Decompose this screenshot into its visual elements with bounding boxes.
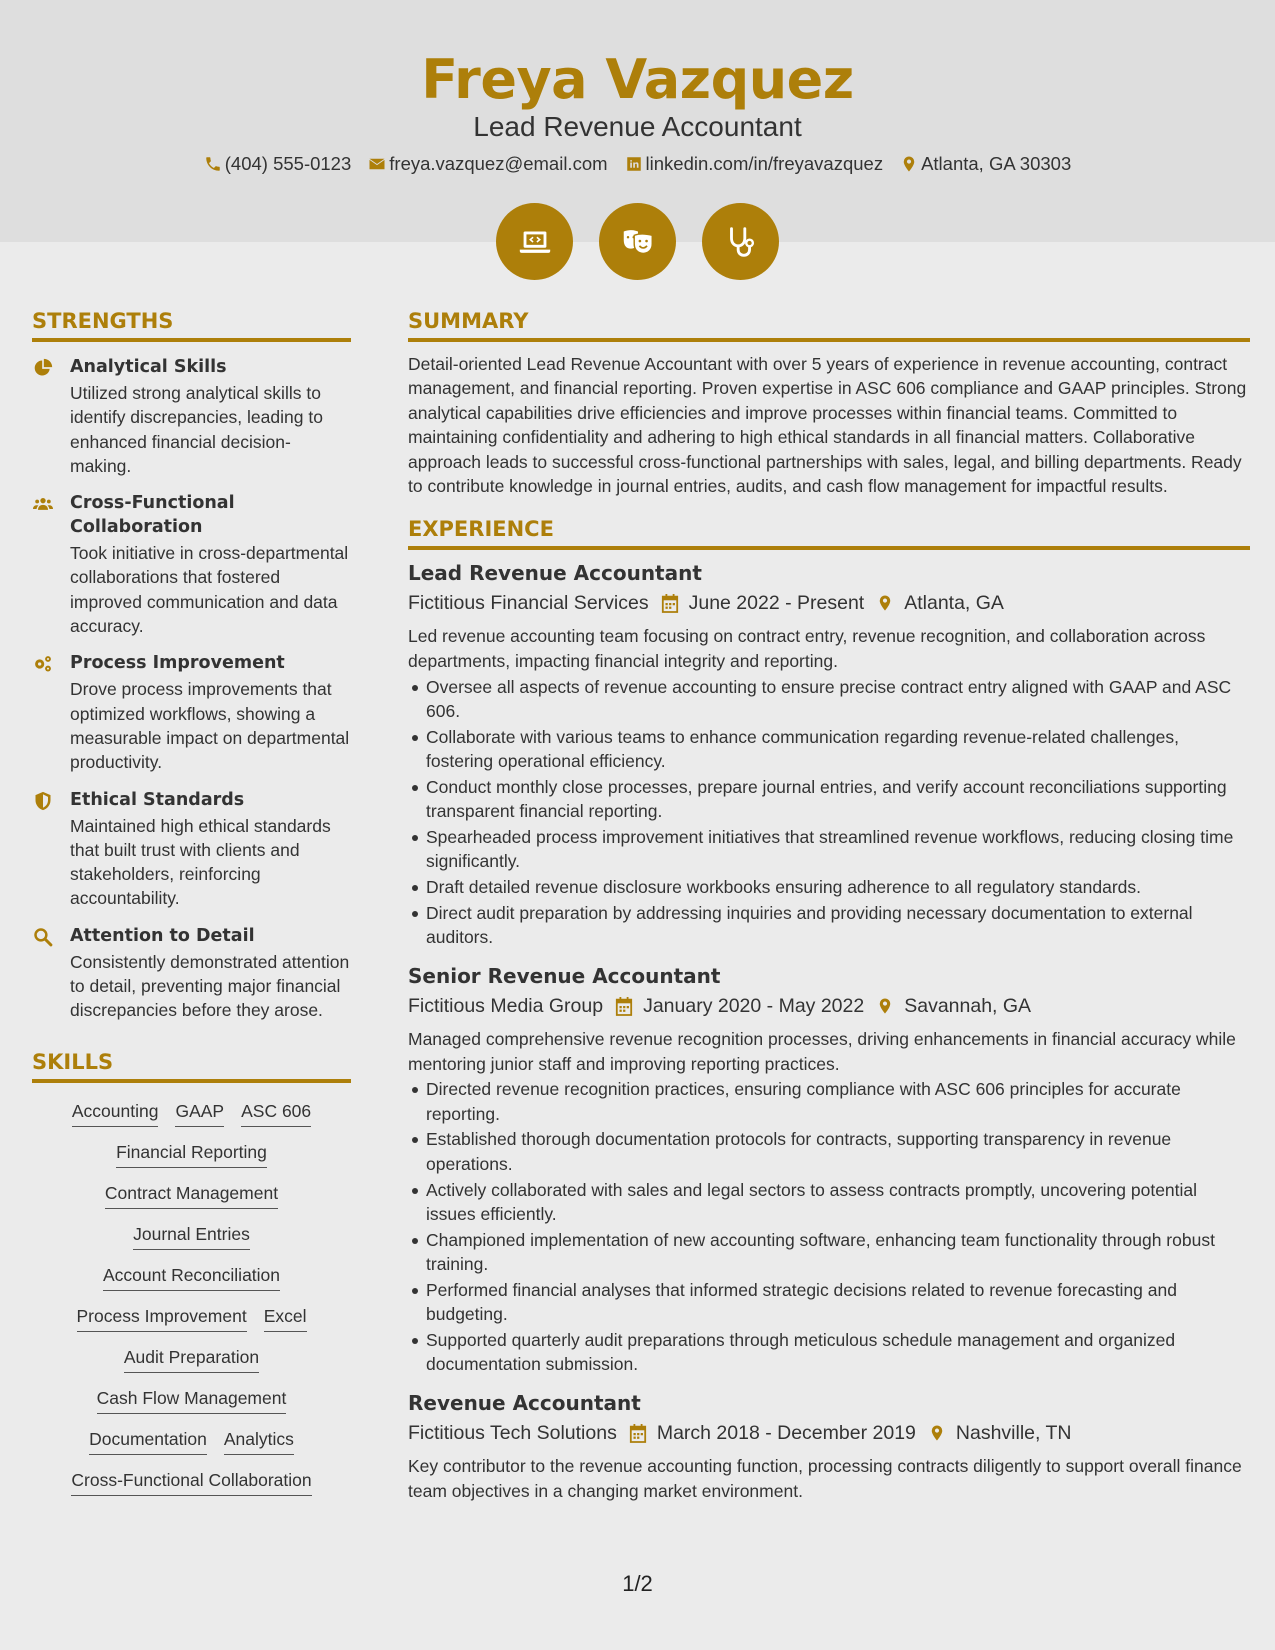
job-bullet: Conduct monthly close processes, prepare journal entries, and verify account reconciliations supporting transparent financial reporting. bbox=[426, 775, 1250, 824]
job-meta bbox=[408, 1420, 1250, 1446]
job-meta bbox=[408, 993, 1250, 1019]
job-dates: January 2020 - May 2022 bbox=[643, 995, 865, 1018]
users-icon bbox=[32, 494, 54, 514]
skill-tag: Documentation bbox=[89, 1427, 207, 1455]
chart-pie-icon bbox=[32, 358, 54, 378]
calendar-icon bbox=[629, 1423, 647, 1443]
job-company: Fictitious Tech Solutions bbox=[408, 1422, 617, 1445]
job-entry bbox=[408, 560, 1250, 949]
phone-text: (404) 555-0123 bbox=[224, 153, 352, 174]
strength-desc: Utilized strong analytical skills to identify discrepancies, leading to enhanced financial decision-making. bbox=[70, 383, 323, 476]
strength-title: Analytical Skills bbox=[70, 357, 227, 377]
job-bullet: Championed implementation of new accounting software, enhancing team functionality through robust training. bbox=[426, 1228, 1250, 1277]
job-bullet: Performed financial analyses that informed strategic decisions related to revenue forecasting and budgeting. bbox=[426, 1278, 1250, 1327]
left-column bbox=[32, 308, 351, 1496]
strength-title: Attention to Detail bbox=[70, 925, 255, 946]
summary-text: Detail-oriented Lead Revenue Accountant with over 5 years of experience in revenue accounting, contract management, and financial reporting. Proven expertise in ASC 606 compliance and GAAP principles. Strong analytical capabilities drive efficiencies and improve processes within financial teams. Committed to maintaining confidentiality and adhering to high ethical standards in all financial matters. Collaborative approach leads to successful cross-functional partnerships with sales, legal, and billing departments. Ready to contribute knowledge in journal entries, audits, and cash flow management for impactful results. bbox=[408, 354, 1247, 497]
calendar-icon bbox=[661, 593, 679, 613]
shield-icon bbox=[32, 791, 54, 811]
strength-desc: Maintained high ethical standards that built trust with clients and stakeholders, reinforcing accountability. bbox=[70, 815, 331, 909]
job-meta bbox=[408, 590, 1250, 616]
theater-masks-icon bbox=[599, 203, 676, 280]
job-bullets bbox=[426, 675, 1250, 950]
skill-tag: Account Reconciliation bbox=[103, 1263, 280, 1291]
job-entry bbox=[408, 1390, 1250, 1503]
strength-desc: Consistently demonstrated attention to detail, preventing major financial discrepancies before they arose. bbox=[70, 951, 350, 1021]
strength-desc: Took initiative in cross-departmental collaborations that fostered improved communication and data accuracy. bbox=[70, 543, 349, 637]
experience-heading: EXPERIENCE bbox=[408, 516, 1250, 550]
job-company: Fictitious Financial Services bbox=[408, 592, 649, 615]
location-text: Atlanta, GA 30303 bbox=[921, 153, 1072, 174]
job-bullet: Supported quarterly audit preparations through meticulous schedule management and organized documentation submission. bbox=[426, 1328, 1250, 1377]
skill-tag: Excel bbox=[264, 1304, 307, 1332]
strength-desc: Drove process improvements that optimized workflows, showing a measurable impact on departmental productivity. bbox=[70, 679, 350, 773]
job-location: Savannah, GA bbox=[904, 995, 1032, 1018]
job-desc: Led revenue accounting team focusing on contract entry, revenue recognition, and collaboration across departments, impacting financial integrity and reporting. bbox=[408, 626, 1206, 671]
search-icon bbox=[32, 927, 54, 947]
strength-title: Cross-Functional Collaboration bbox=[70, 493, 235, 538]
linkedin-icon bbox=[625, 155, 643, 173]
job-bullet: Actively collaborated with sales and legal sectors to assess contracts promptly, uncovering potential issues efficiently. bbox=[426, 1178, 1250, 1227]
linkedin-text: linkedin.com/in/freyavazquez bbox=[645, 153, 884, 174]
strength-item bbox=[32, 651, 351, 774]
job-title: Senior Revenue Accountant bbox=[408, 964, 721, 989]
job-bullet: Directed revenue recognition practices, ensuring compliance with ASC 606 principles for accurate reporting. bbox=[426, 1077, 1250, 1126]
contact-bar bbox=[0, 152, 1275, 176]
right-column bbox=[408, 308, 1250, 1503]
job-desc: Key contributor to the revenue accounting function, processing contracts diligently to support overall finance team objectives in a changing market environment. bbox=[408, 1456, 1242, 1501]
skill-tag: GAAP bbox=[175, 1099, 224, 1127]
strength-item bbox=[32, 924, 351, 1023]
contact-location bbox=[900, 152, 1071, 176]
job-bullet: Oversee all aspects of revenue accounting to ensure precise contract entry aligned with GAAP and ASC 606. bbox=[426, 675, 1250, 724]
skill-tag: Journal Entries bbox=[133, 1222, 250, 1250]
job-title: Lead Revenue Accountant bbox=[408, 561, 702, 586]
strength-item bbox=[32, 788, 351, 911]
skill-tag: ASC 606 bbox=[241, 1099, 311, 1127]
candidate-title: Lead Revenue Accountant bbox=[473, 111, 802, 142]
strengths-heading: STRENGTHS bbox=[32, 308, 351, 342]
map-marker-icon bbox=[876, 593, 894, 613]
job-bullet: Draft detailed revenue disclosure workbooks ensuring adherence to all regulatory standards. bbox=[426, 875, 1250, 899]
map-marker-icon bbox=[928, 1423, 946, 1443]
skills-list bbox=[32, 1083, 351, 1496]
contact-phone[interactable] bbox=[204, 152, 352, 176]
job-company: Fictitious Media Group bbox=[408, 995, 604, 1018]
skill-tag: Financial Reporting bbox=[116, 1140, 267, 1168]
envelope-icon bbox=[368, 155, 386, 173]
job-bullets bbox=[426, 1077, 1250, 1376]
summary-heading: SUMMARY bbox=[408, 308, 1250, 342]
map-marker-icon bbox=[900, 155, 918, 173]
job-bullet: Direct audit preparation by addressing inquiries and providing necessary documentation to external auditors. bbox=[426, 901, 1250, 950]
job-dates: March 2018 - December 2019 bbox=[656, 1422, 916, 1445]
phone-icon bbox=[204, 155, 222, 173]
contact-email[interactable] bbox=[368, 152, 607, 176]
strength-item bbox=[32, 491, 351, 638]
job-location: Atlanta, GA bbox=[904, 592, 1004, 615]
strength-item bbox=[32, 355, 351, 478]
strength-title: Ethical Standards bbox=[70, 789, 245, 810]
skill-tag: Accounting bbox=[72, 1099, 159, 1127]
job-location: Nashville, TN bbox=[955, 1422, 1072, 1445]
candidate-name: Freya Vazquez bbox=[421, 48, 854, 111]
skills-heading: SKILLS bbox=[32, 1049, 351, 1083]
skill-tag: Process Improvement bbox=[77, 1304, 247, 1332]
job-title: Revenue Accountant bbox=[408, 1391, 641, 1416]
job-bullet: Established thorough documentation protocols for contracts, supporting transparency in revenue operations. bbox=[426, 1127, 1250, 1176]
strength-title: Process Improvement bbox=[70, 653, 285, 674]
hobby-icons bbox=[0, 203, 1275, 280]
stethoscope-icon bbox=[702, 203, 779, 280]
skill-tag: Analytics bbox=[224, 1427, 294, 1455]
job-bullet: Spearheaded process improvement initiatives that streamlined revenue workflows, reducing closing time significantly. bbox=[426, 825, 1250, 874]
job-dates: June 2022 - Present bbox=[688, 592, 865, 615]
map-marker-icon bbox=[876, 996, 894, 1016]
laptop-code-icon bbox=[496, 203, 573, 280]
email-text: freya.vazquez@email.com bbox=[389, 153, 608, 174]
skill-tag: Contract Management bbox=[105, 1181, 278, 1209]
skill-tag: Cross-Functional Collaboration bbox=[71, 1468, 311, 1496]
job-bullet: Collaborate with various teams to enhance communication regarding revenue-related challenges, fostering operational efficiency. bbox=[426, 725, 1250, 774]
job-desc: Managed comprehensive revenue recognition processes, driving enhancements in financial accuracy while mentoring junior staff and improving reporting practices. bbox=[408, 1029, 1236, 1074]
cogs-icon bbox=[32, 654, 54, 674]
job-entry bbox=[408, 963, 1250, 1376]
calendar-icon bbox=[615, 996, 633, 1016]
page-number: 1/2 bbox=[622, 1571, 653, 1596]
skill-tag: Cash Flow Management bbox=[97, 1386, 287, 1414]
skill-tag: Audit Preparation bbox=[124, 1345, 259, 1373]
contact-linkedin[interactable] bbox=[625, 152, 884, 176]
